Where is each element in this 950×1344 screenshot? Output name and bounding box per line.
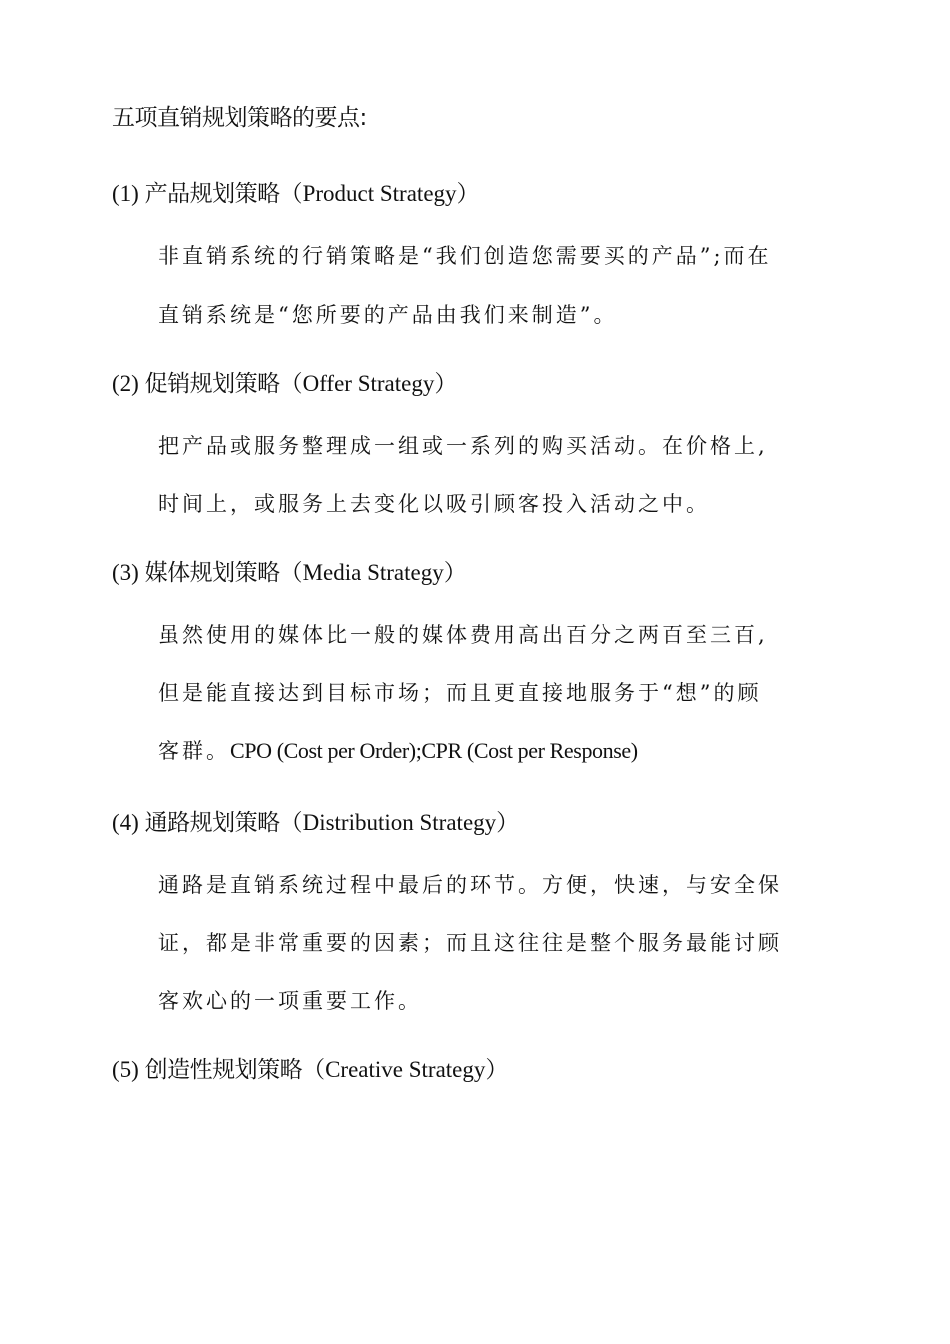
- paragraph-line: 把产品或服务整理成一组或一系列的购买活动。在价格上,: [158, 434, 768, 458]
- section-title-media: [112, 556, 467, 590]
- section-name-zh: 产品规划策略: [144, 181, 280, 207]
- paragraph-text-zh: 客群。: [158, 739, 230, 763]
- paragraph-line: 通路是直销系统过程中最后的环节。方便，快速，与安全保: [158, 873, 782, 897]
- paragraph-text-en: CPO (Cost per Order);CPR (Cost per Response): [230, 738, 638, 763]
- section-title-product: [112, 177, 480, 211]
- section-number: (2): [112, 371, 139, 396]
- section-name-zh: 媒体规划策略: [144, 560, 280, 586]
- section-name-zh: 创造性规划策略: [144, 1057, 303, 1083]
- paragraph-line: 非直销系统的行销策略是“我们创造您需要买的产品”;而在: [158, 244, 772, 268]
- section-name-zh: 通路规划策略: [144, 810, 280, 836]
- paragraph-line: 时间上，或服务上去变化以吸引顾客投入活动之中。: [158, 492, 710, 516]
- paragraph-line: [158, 735, 638, 767]
- paragraph-line: 虽然使用的媒体比一般的媒体费用高出百分之两百至三百,: [158, 623, 768, 647]
- section-name-en: （Distribution Strategy）: [279, 810, 520, 835]
- section-title-offer: [112, 367, 457, 401]
- section-name-zh: 促销规划策略: [144, 371, 280, 397]
- section-title-creative: [112, 1053, 508, 1087]
- paragraph-line: 直销系统是“您所要的产品由我们来制造”。: [158, 303, 618, 327]
- section-number: (5): [112, 1057, 139, 1082]
- document-heading: 五项直销规划策略的要点:: [112, 105, 367, 131]
- paragraph-line: 证，都是非常重要的因素；而且这往往是整个服务最能讨顾: [158, 931, 782, 955]
- section-title-distribution: [112, 806, 519, 840]
- section-number: (3): [112, 560, 139, 585]
- section-name-en: （Product Strategy）: [279, 181, 480, 206]
- section-name-en: （Offer Strategy）: [279, 371, 458, 396]
- section-number: (1): [112, 181, 139, 206]
- section-number: (4): [112, 810, 139, 835]
- section-name-en: （Creative Strategy）: [302, 1057, 509, 1082]
- paragraph-line: 客欢心的一项重要工作。: [158, 989, 422, 1013]
- section-name-en: （Media Strategy）: [279, 560, 467, 585]
- paragraph-line: 但是能直接达到目标市场；而且更直接地服务于“想”的顾: [158, 681, 762, 705]
